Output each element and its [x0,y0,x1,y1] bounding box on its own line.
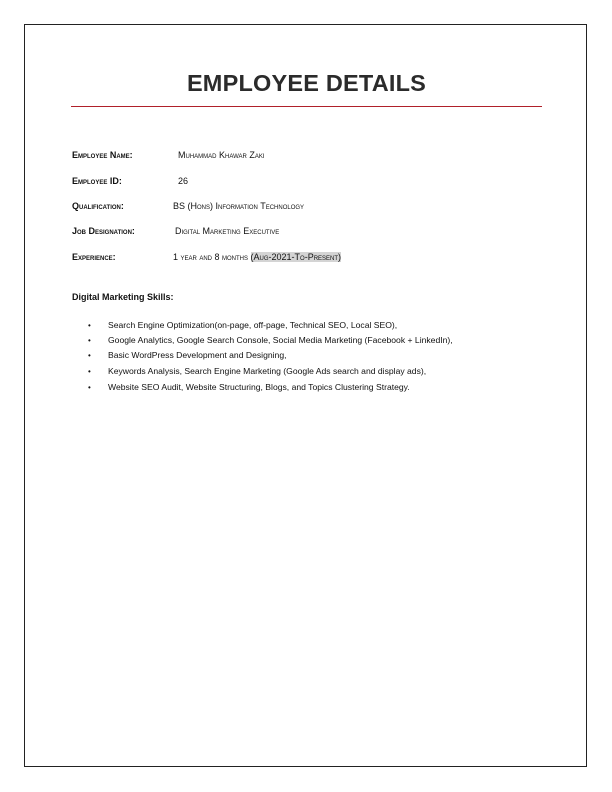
skill-text: Keywords Analysis, Search Engine Marketing (Google Ads search and display ads), [108,366,427,376]
bullet-icon: • [88,367,91,376]
experience-duration: 1 year and 8 months [173,252,251,262]
list-item [88,382,410,392]
employee-id-label: Employee ID: [72,176,122,186]
list-item [88,335,453,345]
employee-id-value: 26 [178,176,189,186]
list-item [88,366,426,376]
experience-value [173,252,341,262]
bullet-icon: • [88,336,91,345]
employee-name-value: Muhammad Khawar Zaki [178,150,265,160]
list-item [88,320,397,330]
title-divider [71,106,542,107]
experience-label: Experience: [72,252,116,262]
job-designation-label: Job Designation: [72,226,135,236]
qualification-value: BS (Hons) Information Technology [173,201,305,211]
bullet-icon: • [88,321,91,330]
page-title: EMPLOYEE DETAILS [186,70,427,96]
employee-name-label: Employee Name: [72,150,133,160]
experience-period-highlight: (Aug-2021-To-Present) [250,252,342,262]
bullet-icon: • [88,383,91,392]
skill-text: Website SEO Audit, Website Structuring, Blogs, and Topics Clustering Strategy. [108,382,410,392]
bullet-icon: • [88,351,91,360]
list-item [88,350,287,360]
skill-text: Search Engine Optimization(on-page, off-page, Technical SEO, Local SEO), [108,320,398,330]
skill-text: Basic WordPress Development and Designing, [108,350,287,360]
skills-heading: Digital Marketing Skills: [72,292,174,302]
qualification-label: Qualification: [72,201,124,211]
page-border [24,24,587,767]
skill-text: Google Analytics, Google Search Console, Social Media Marketing (Facebook + LinkedIn), [108,335,453,345]
job-designation-value: Digital Marketing Executive [175,226,280,236]
